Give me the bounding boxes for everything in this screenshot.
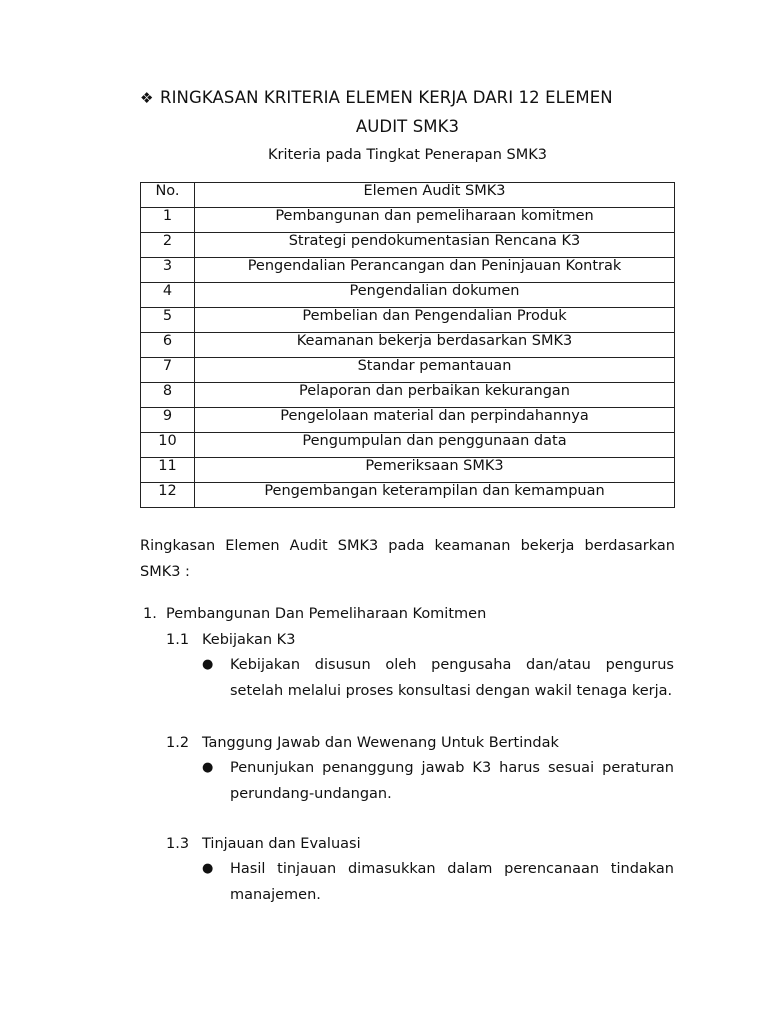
element-name-cell: Keamanan bekerja berdasarkan SMK3 bbox=[195, 333, 675, 358]
subsection-title: Tinjauan dan Evaluasi bbox=[202, 836, 361, 852]
element-name-cell: Pembelian dan Pengendalian Produk bbox=[195, 308, 675, 333]
bullet-text: Kebijakan disusun oleh pengusaha dan/atau pengurus setelah melalui proses konsultasi dengan wakil tenaga kerja. bbox=[230, 657, 674, 699]
table-row bbox=[141, 358, 675, 383]
bullet-item bbox=[202, 652, 674, 704]
subsection-title: Tanggung Jawab dan Wewenang Untuk Bertindak bbox=[202, 735, 559, 751]
row-number-cell: 3 bbox=[141, 258, 195, 283]
section-number: 1. bbox=[143, 606, 157, 622]
row-number-cell: 2 bbox=[141, 233, 195, 258]
intro-paragraph: Ringkasan Elemen Audit SMK3 pada keamanan bekerja berdasarkan SMK3 : bbox=[140, 538, 675, 580]
element-name-cell: Standar pemantauan bbox=[195, 358, 675, 383]
table-row bbox=[141, 333, 675, 358]
element-name-cell: Pengumpulan dan penggunaan data bbox=[195, 433, 675, 458]
element-name-cell: Pengendalian dokumen bbox=[195, 283, 675, 308]
title-line-1: RINGKASAN KRITERIA ELEMEN KERJA DARI 12 ELEMEN bbox=[160, 88, 613, 107]
subtitle: Kriteria pada Tingkat Penerapan SMK3 bbox=[268, 147, 547, 163]
subsection-number: 1.1 bbox=[166, 632, 190, 648]
table-header-row bbox=[141, 183, 675, 208]
subsection-1-3-heading bbox=[166, 831, 361, 857]
header-element: Elemen Audit SMK3 bbox=[195, 183, 675, 208]
table-body bbox=[141, 208, 675, 508]
row-number-cell: 1 bbox=[141, 208, 195, 233]
section-title: Pembangunan Dan Pemeliharaan Komitmen bbox=[166, 606, 487, 622]
row-number-cell: 7 bbox=[141, 358, 195, 383]
row-number-cell: 8 bbox=[141, 383, 195, 408]
subsection-title: Kebijakan K3 bbox=[202, 632, 296, 648]
bullet-dot-icon: ● bbox=[202, 861, 214, 876]
table-row bbox=[141, 408, 675, 433]
table-row bbox=[141, 308, 675, 333]
table-row bbox=[141, 383, 675, 408]
bullet-text: Hasil tinjauan dimasukkan dalam perencanaan tindakan manajemen. bbox=[230, 861, 674, 903]
subsection-number: 1.2 bbox=[166, 735, 190, 751]
diamond-bullet-icon: ❖ bbox=[140, 89, 154, 107]
element-name-cell: Strategi pendokumentasian Rencana K3 bbox=[195, 233, 675, 258]
bullet-text: Penunjukan penanggung jawab K3 harus sesuai peraturan perundang-undangan. bbox=[230, 760, 674, 802]
subsection-number: 1.3 bbox=[166, 836, 190, 852]
element-name-cell: Pengendalian Perancangan dan Peninjauan Kontrak bbox=[195, 258, 675, 283]
row-number-cell: 11 bbox=[141, 458, 195, 483]
criteria-table bbox=[140, 182, 675, 508]
table-row bbox=[141, 258, 675, 283]
row-number-cell: 5 bbox=[141, 308, 195, 333]
table-row bbox=[141, 283, 675, 308]
element-name-cell: Pelaporan dan perbaikan kekurangan bbox=[195, 383, 675, 408]
table-row bbox=[141, 483, 675, 508]
table-row bbox=[141, 233, 675, 258]
element-name-cell: Pembangunan dan pemeliharaan komitmen bbox=[195, 208, 675, 233]
element-name-cell: Pemeriksaan SMK3 bbox=[195, 458, 675, 483]
document-title bbox=[140, 86, 675, 110]
section-1-heading bbox=[143, 601, 486, 627]
row-number-cell: 10 bbox=[141, 433, 195, 458]
row-number-cell: 12 bbox=[141, 483, 195, 508]
table-row bbox=[141, 208, 675, 233]
header-no: No. bbox=[141, 183, 195, 208]
bullet-item bbox=[202, 755, 674, 807]
element-name-cell: Pengembangan keterampilan dan kemampuan bbox=[195, 483, 675, 508]
row-number-cell: 6 bbox=[141, 333, 195, 358]
subsection-1-1-heading bbox=[166, 627, 295, 653]
title-line-2: AUDIT SMK3 bbox=[355, 117, 460, 136]
bullet-item bbox=[202, 856, 674, 908]
row-number-cell: 9 bbox=[141, 408, 195, 433]
row-number-cell: 4 bbox=[141, 283, 195, 308]
bullet-dot-icon: ● bbox=[202, 657, 214, 672]
table-row bbox=[141, 433, 675, 458]
element-name-cell: Pengelolaan material dan perpindahannya bbox=[195, 408, 675, 433]
table-row bbox=[141, 458, 675, 483]
bullet-dot-icon: ● bbox=[202, 760, 214, 775]
subsection-1-2-heading bbox=[166, 730, 559, 756]
